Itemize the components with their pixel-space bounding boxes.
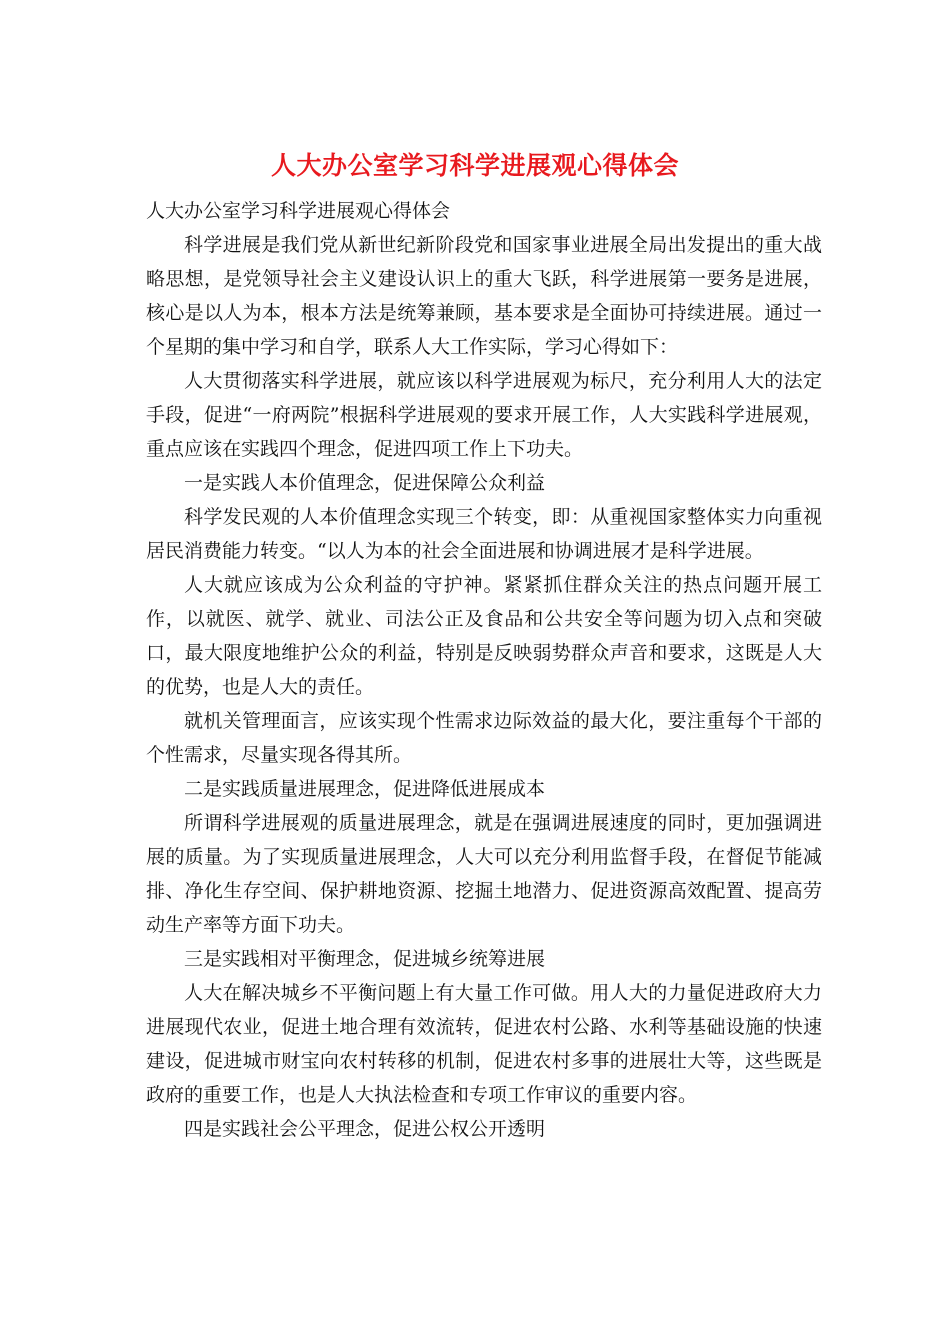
body-paragraph: 就机关管理面言，应该实现个性需求边际效益的最大化，要注重每个干部的个性需求，尽量实现各得其所。 (146, 710, 822, 766)
document-body (146, 194, 822, 1146)
body-paragraph: 人大贯彻落实科学进展，就应该以科学进展观为标尺，充分利用人大的法定手段，促进“一府两院”根据科学进展观的要求开展工作，人大实践科学进展观，重点应该在实践四个理念，促进四项工作上下功夫。 (146, 370, 822, 460)
body-paragraph: 人大在解决城乡不平衡问题上有大量工作可做。用人大的力量促进政府大力进展现代农业，促进土地合理有效流转，促进农村公路、水利等基础设施的快速建设，促进城市财宝向农村转移的机制，促进农村多事的进展壮大等，这些既是政府的重要工作，也是人大执法检查和专项工作审议的重要内容。 (146, 982, 822, 1106)
section-heading: 三是实践相对平衡理念，促进城乡统筹进展 (184, 948, 546, 970)
body-paragraph: 科学发民观的人本价值理念实现三个转变，即：从重视国家整体实力向重视居民消费能力转变。“以人为本的社会全面进展和协调进展才是科学进展。 (146, 506, 822, 562)
section-heading: 二是实践质量进展理念，促进降低进展成本 (184, 778, 546, 800)
body-paragraph: 所谓科学进展观的质量进展理念，就是在强调进展速度的同时，更加强调进展的质量。为了实现质量进展理念，人大可以充分利用监督手段，在督促节能减排、净化生存空间、保护耕地资源、挖掘土地潜力、促进资源高效配置、提高劳动生产率等方面下功夫。 (146, 812, 822, 936)
section-heading: 一是实践人本价值理念，促进保障公众利益 (184, 472, 546, 494)
document-title: 人大办公室学习科学进展观心得体会 (270, 151, 679, 180)
subtitle-paragraph: 人大办公室学习科学进展观心得体会 (146, 200, 451, 222)
body-paragraph: 科学进展是我们党从新世纪新阶段党和国家事业进展全局出发提出的重大战略思想，是党领导社会主义建设认识上的重大飞跃，科学进展第一要务是进展，核心是以人为本，根本方法是统筹兼顾，基本要求是全面协可持续进展。通过一个星期的集中学习和自学，联系人大工作实际，学习心得如下： (146, 234, 822, 358)
section-heading: 四是实践社会公平理念，促进公权公开透明 (184, 1118, 546, 1140)
body-paragraph: 人大就应该成为公众利益的守护神。紧紧抓住群众关注的热点问题开展工作，以就医、就学、就业、司法公正及食品和公共安全等问题为切入点和突破口，最大限度地维护公众的利益，特别是反映弱势群众声音和要求，这既是人大的优势，也是人大的责任。 (146, 574, 822, 698)
